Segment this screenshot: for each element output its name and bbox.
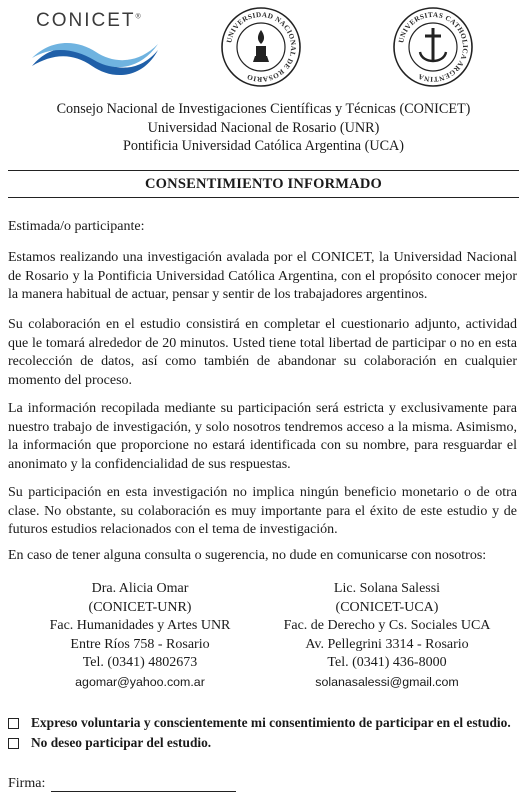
conicet-logo bbox=[30, 8, 165, 88]
accept-checkbox[interactable] bbox=[8, 718, 19, 729]
contact-email: agomar@yahoo.com.ar bbox=[75, 674, 205, 689]
uca-seal-icon bbox=[392, 6, 474, 88]
signature-line[interactable] bbox=[51, 777, 236, 792]
signature-field bbox=[8, 776, 236, 792]
title-rule-top bbox=[8, 170, 519, 171]
contact-omar bbox=[35, 580, 245, 692]
conicet-wave-icon bbox=[30, 36, 160, 81]
contact-faculty: Fac. Humanidades y Artes UNR bbox=[49, 618, 231, 634]
contact-affiliation: (CONICET-UCA) bbox=[335, 599, 439, 615]
institution-list bbox=[0, 100, 527, 156]
consent-options bbox=[8, 713, 523, 753]
paragraph-purpose: Estamos realizando una investigación avalada por el CONICET, la Universidad Nacional de Rosario y la Pontificia Universidad Católica Argentina, con el propósito conocer mejor la manera habitual de actuar, pensar y sentir de los trabajadores argentinos. bbox=[8, 250, 517, 302]
decline-label: No deseo participar del estudio. bbox=[31, 735, 212, 750]
title-rule-bottom bbox=[8, 197, 519, 198]
conicet-wordmark: CONICET® bbox=[36, 10, 141, 31]
contact-salessi bbox=[262, 580, 512, 692]
institution-uca: Pontificia Universidad Católica Argentina (UCA) bbox=[122, 138, 405, 154]
institution-unr: Universidad Nacional de Rosario (UNR) bbox=[147, 119, 380, 136]
contact-affiliation: (CONICET-UNR) bbox=[88, 599, 192, 615]
contact-address: Entre Ríos 758 - Rosario bbox=[70, 636, 210, 652]
contacts bbox=[0, 580, 527, 700]
paragraph-collaboration: Su colaboración en el estudio consistirá en completar el cuestionario adjunto, actividad que le tomará alrededor de 20 minutos. Usted tiene total libertad de participar o no en esta recolección de datos, así como también de abandonar su colaboración en cualquier momento del proceso. bbox=[8, 317, 517, 388]
uca-seal-text: UNIVERSITAS CATHOLICA ARGENTINA bbox=[397, 10, 470, 84]
decline-checkbox[interactable] bbox=[8, 738, 19, 749]
accept-label: Expreso voluntaria y conscientemente mi consentimiento de participar en el estudio. bbox=[31, 715, 511, 730]
paragraph-confidentiality: La información recopilada mediante su participación será estricta y exclusivamente para nuestro trabajo de investigación, y solo nosotros tendremos acceso a la misma. Asimismo, la información que proporcione no estará identificada con su nombre, para resguardar el anonimato y la confidencialidad de sus respuestas. bbox=[8, 401, 517, 472]
document-title: CONSENTIMIENTO INFORMADO bbox=[145, 176, 382, 192]
contact-address: Av. Pellegrini 3314 - Rosario bbox=[305, 636, 469, 652]
contact-email: solanasalessi@gmail.com bbox=[315, 674, 459, 689]
unr-seal-icon bbox=[220, 6, 302, 88]
contact-faculty: Fac. de Derecho y Cs. Sociales UCA bbox=[283, 618, 491, 634]
greeting: Estimada/o participante: bbox=[8, 219, 145, 234]
paragraph-benefits: Su participación en esta investigación no implica ningún beneficio monetario o de otra clase. No obstante, su colaboración es muy importante para el éxito de este estudio y de futuros estudios relacionados con el tema de investigación. bbox=[8, 485, 517, 537]
consent-option-decline[interactable] bbox=[8, 733, 523, 753]
signature-label: Firma: bbox=[8, 776, 46, 791]
unr-seal-text: UNIVERSIDAD NACIONAL DE ROSARIO bbox=[225, 10, 298, 84]
institution-conicet: Consejo Nacional de Investigaciones Científicas y Técnicas (CONICET) bbox=[56, 101, 471, 117]
contact-phone: Tel. (0341) 4802673 bbox=[82, 655, 198, 671]
contact-phone: Tel. (0341) 436-8000 bbox=[327, 655, 447, 671]
contact-name: Lic. Solana Salessi bbox=[333, 581, 441, 596]
paragraph-contact: En caso de tener alguna consulta o sugerencia, no dude en comunicarse con nosotros: bbox=[8, 548, 487, 563]
consent-option-accept[interactable] bbox=[8, 713, 523, 733]
contact-name: Dra. Alicia Omar bbox=[91, 581, 189, 596]
logo-header bbox=[0, 0, 527, 100]
